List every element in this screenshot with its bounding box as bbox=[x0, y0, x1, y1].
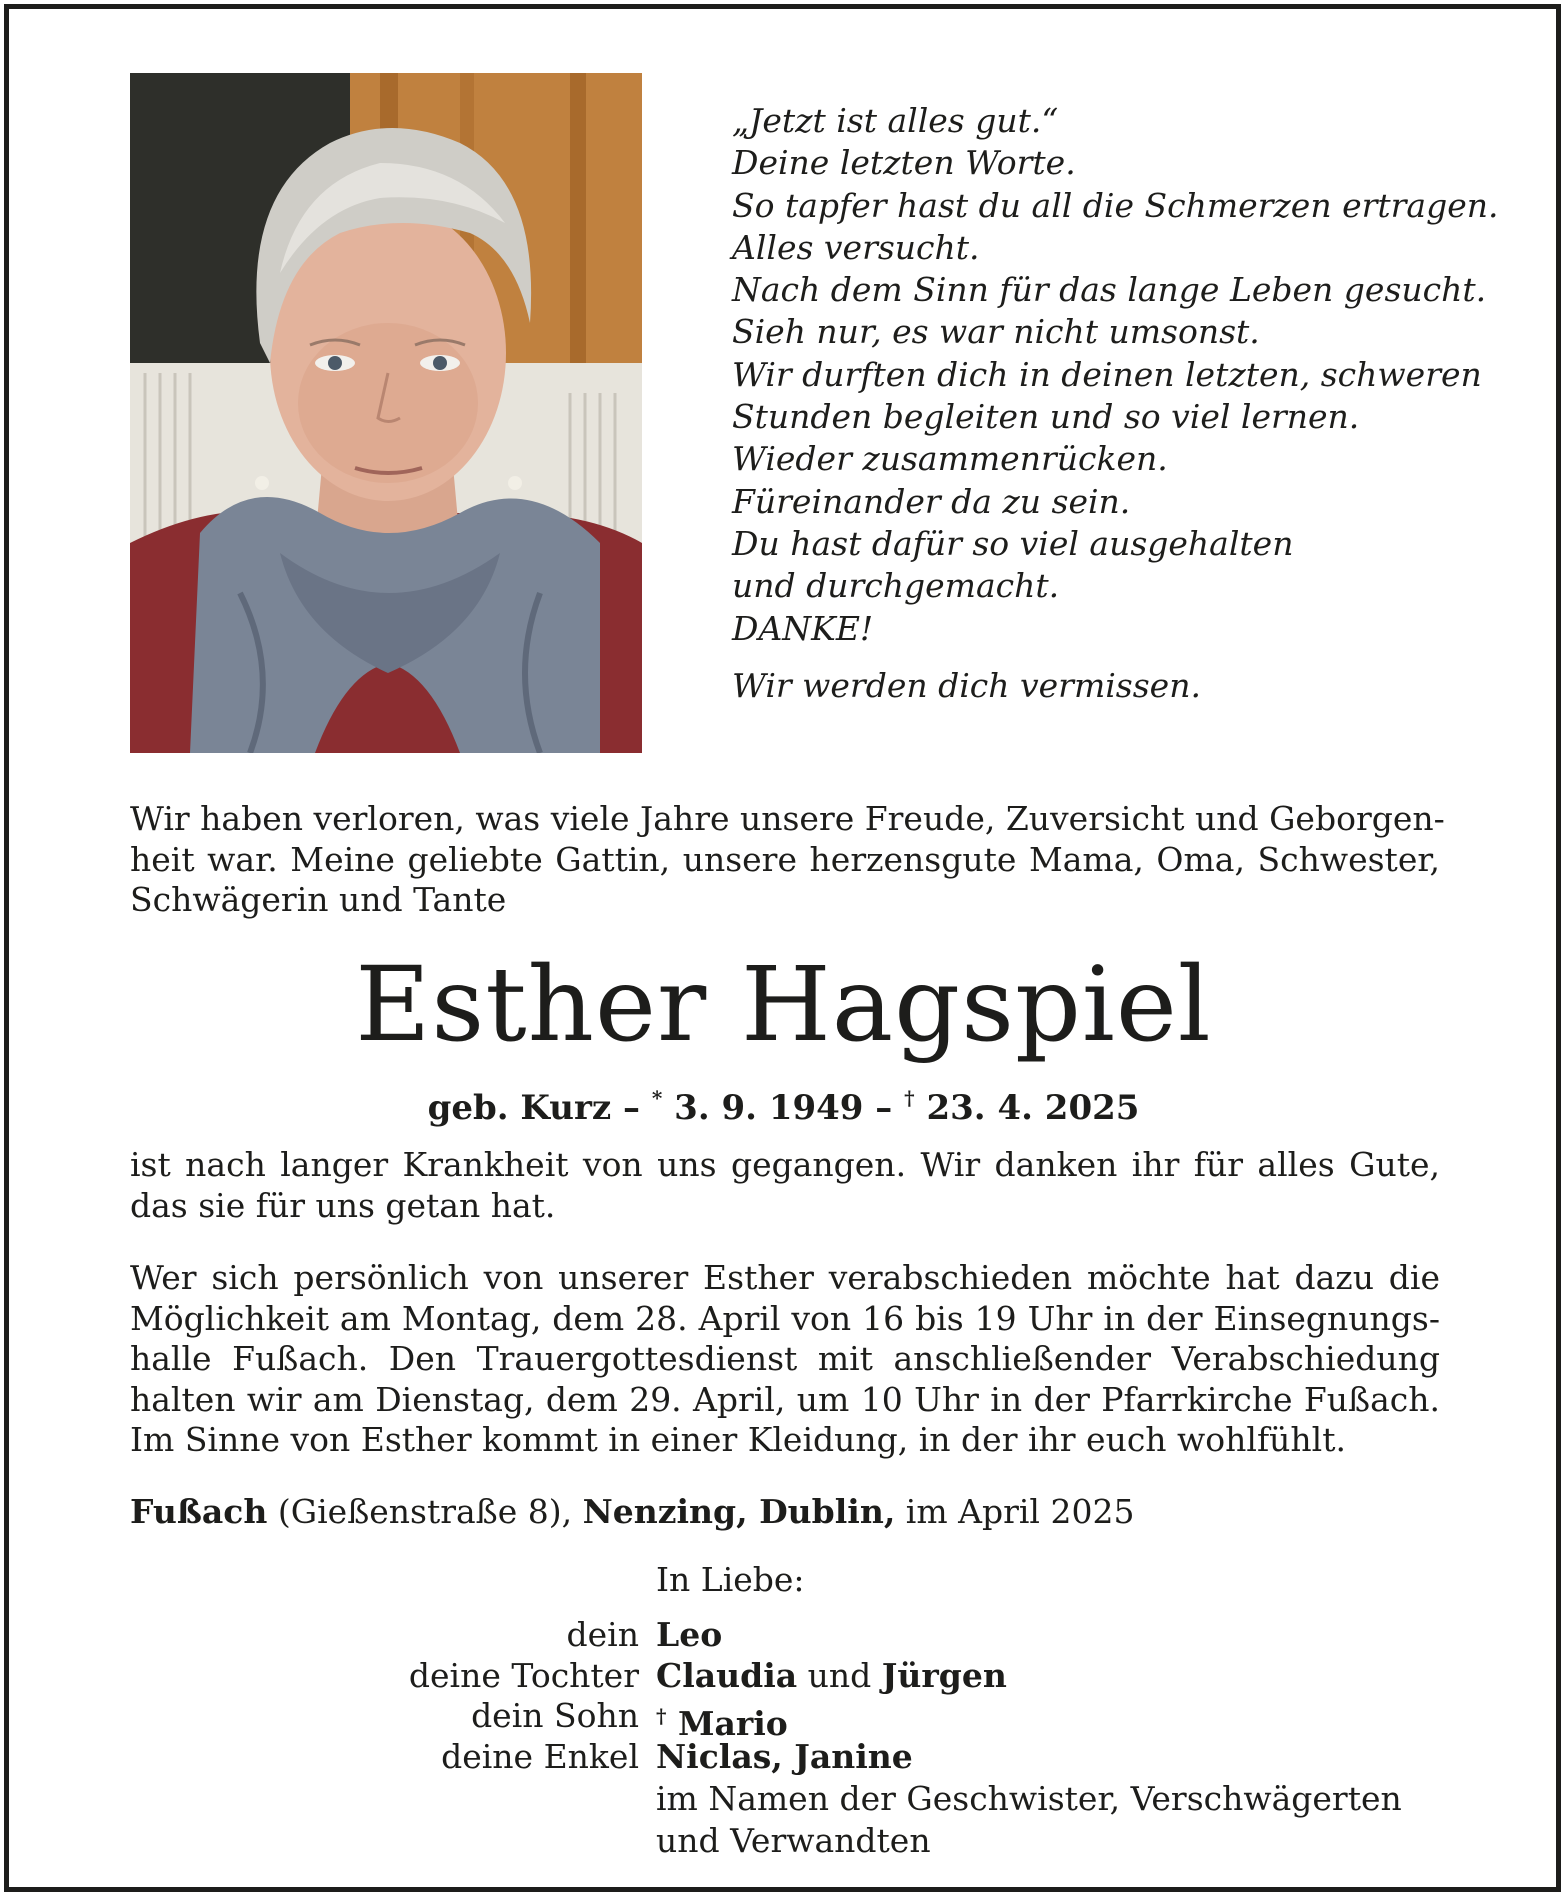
dash: – bbox=[863, 1088, 905, 1128]
place-date-line bbox=[130, 1490, 1134, 1534]
birth-star-icon: * bbox=[651, 1086, 663, 1110]
deceased-name: Esther Hagspiel bbox=[355, 945, 1212, 1065]
mourner-first: Mario bbox=[666, 1704, 788, 1743]
place-others: Nenzing, Dublin, bbox=[582, 1492, 896, 1531]
poem-line: Sieh nur, es war nicht umsonst. bbox=[732, 312, 1260, 352]
portrait-photo bbox=[130, 73, 642, 753]
intro-line: Wir haben verloren, was viele Jahre unsere Freude, Zuversicht und Geborgen- bbox=[130, 799, 1445, 838]
farewell-line: halle Fußach. Den Trauergottesdienst mit anschließender Verabschiedung bbox=[130, 1339, 1440, 1378]
farewell-paragraph bbox=[130, 1258, 1440, 1461]
dash: – bbox=[611, 1088, 652, 1128]
passing-line: ist nach langer Krankheit von uns gegangen. Wir danken ihr für alles Gute, bbox=[130, 1145, 1440, 1184]
memorial-poem bbox=[732, 100, 1522, 707]
life-dates bbox=[0, 1073, 1567, 1133]
relation-label: deine Enkel bbox=[441, 1737, 639, 1776]
poem-line: Deine letzten Worte. bbox=[732, 143, 1076, 183]
intro-paragraph bbox=[130, 799, 1445, 921]
death-cross-icon: † bbox=[656, 1704, 667, 1728]
relation-label: dein bbox=[566, 1615, 639, 1654]
in-love-label: In Liebe: bbox=[656, 1560, 805, 1599]
poem-line: Wieder zusammenrücken. bbox=[732, 439, 1168, 479]
mourner-name bbox=[656, 1736, 913, 1778]
mourner-first: Niclas, Janine bbox=[656, 1737, 913, 1776]
passing-line: das sie für uns getan hat. bbox=[130, 1185, 556, 1225]
mourner-first: Claudia bbox=[656, 1656, 798, 1695]
poem-line: Wir durften dich in deinen letzten, schweren bbox=[732, 354, 1482, 394]
poem-line: Nach dem Sinn für das lange Leben gesucht. bbox=[732, 270, 1487, 310]
poem-line: Alles versucht. bbox=[732, 227, 980, 267]
relation-label: deine Tochter bbox=[408, 1656, 639, 1695]
death-cross-icon: † bbox=[904, 1086, 915, 1110]
birth-name: geb. Kurz bbox=[427, 1088, 612, 1128]
farewell-line: halten wir am Dienstag, dem 29. April, um 10 Uhr in der Pfarrkirche Fußach. bbox=[130, 1379, 1440, 1419]
passing-paragraph bbox=[130, 1145, 1440, 1226]
poem-line: und durchgemacht. bbox=[732, 566, 1060, 606]
death-date: 23. 4. 2025 bbox=[914, 1088, 1140, 1128]
intro-line: Schwägerin und Tante bbox=[130, 880, 507, 919]
poem-line: Stunden begleiten und so viel lernen. bbox=[732, 397, 1360, 437]
place-town: Fußach bbox=[130, 1492, 268, 1531]
mourner-name bbox=[656, 1655, 1007, 1697]
place-address: (Gießenstraße 8), bbox=[267, 1492, 583, 1531]
mourner-name bbox=[656, 1614, 722, 1656]
poem-line: Du hast dafür so viel ausgehalten bbox=[732, 523, 1294, 563]
mourner-joiner: und bbox=[797, 1656, 882, 1695]
relation-label: dein Sohn bbox=[471, 1696, 639, 1735]
poem-line: Füreinander da zu sein. bbox=[732, 481, 1131, 521]
farewell-line: Im Sinne von Esther kommt in einer Kleidung, in der ihr euch wohlfühlt. bbox=[130, 1420, 1346, 1459]
poem-line: So tapfer hast du all die Schmerzen ertragen. bbox=[732, 185, 1499, 225]
intro-line: heit war. Meine geliebte Gattin, unsere herzensgute Mama, Oma, Schwester, bbox=[130, 839, 1440, 879]
poem-line: „Jetzt ist alles gut.“ bbox=[732, 101, 1059, 140]
mourner-second: Jürgen bbox=[881, 1656, 1007, 1695]
mourner-first: Leo bbox=[656, 1615, 723, 1654]
signature-footer-line: im Namen der Geschwister, Verschwägerten bbox=[656, 1779, 1402, 1818]
poem-closing: Wir werden dich vermissen. bbox=[732, 665, 1201, 705]
signature-footer-line: und Verwandten bbox=[656, 1821, 931, 1860]
poem-line: DANKE! bbox=[732, 608, 874, 648]
farewell-line: Möglichkeit am Montag, dem 28. April von 16 bis 19 Uhr in der Einsegnungs- bbox=[130, 1298, 1440, 1338]
birth-date: 3. 9. 1949 bbox=[662, 1088, 864, 1128]
place-date: im April 2025 bbox=[895, 1492, 1135, 1531]
farewell-line: Wer sich persönlich von unserer Esther verabschieden möchte hat dazu die bbox=[130, 1258, 1440, 1297]
